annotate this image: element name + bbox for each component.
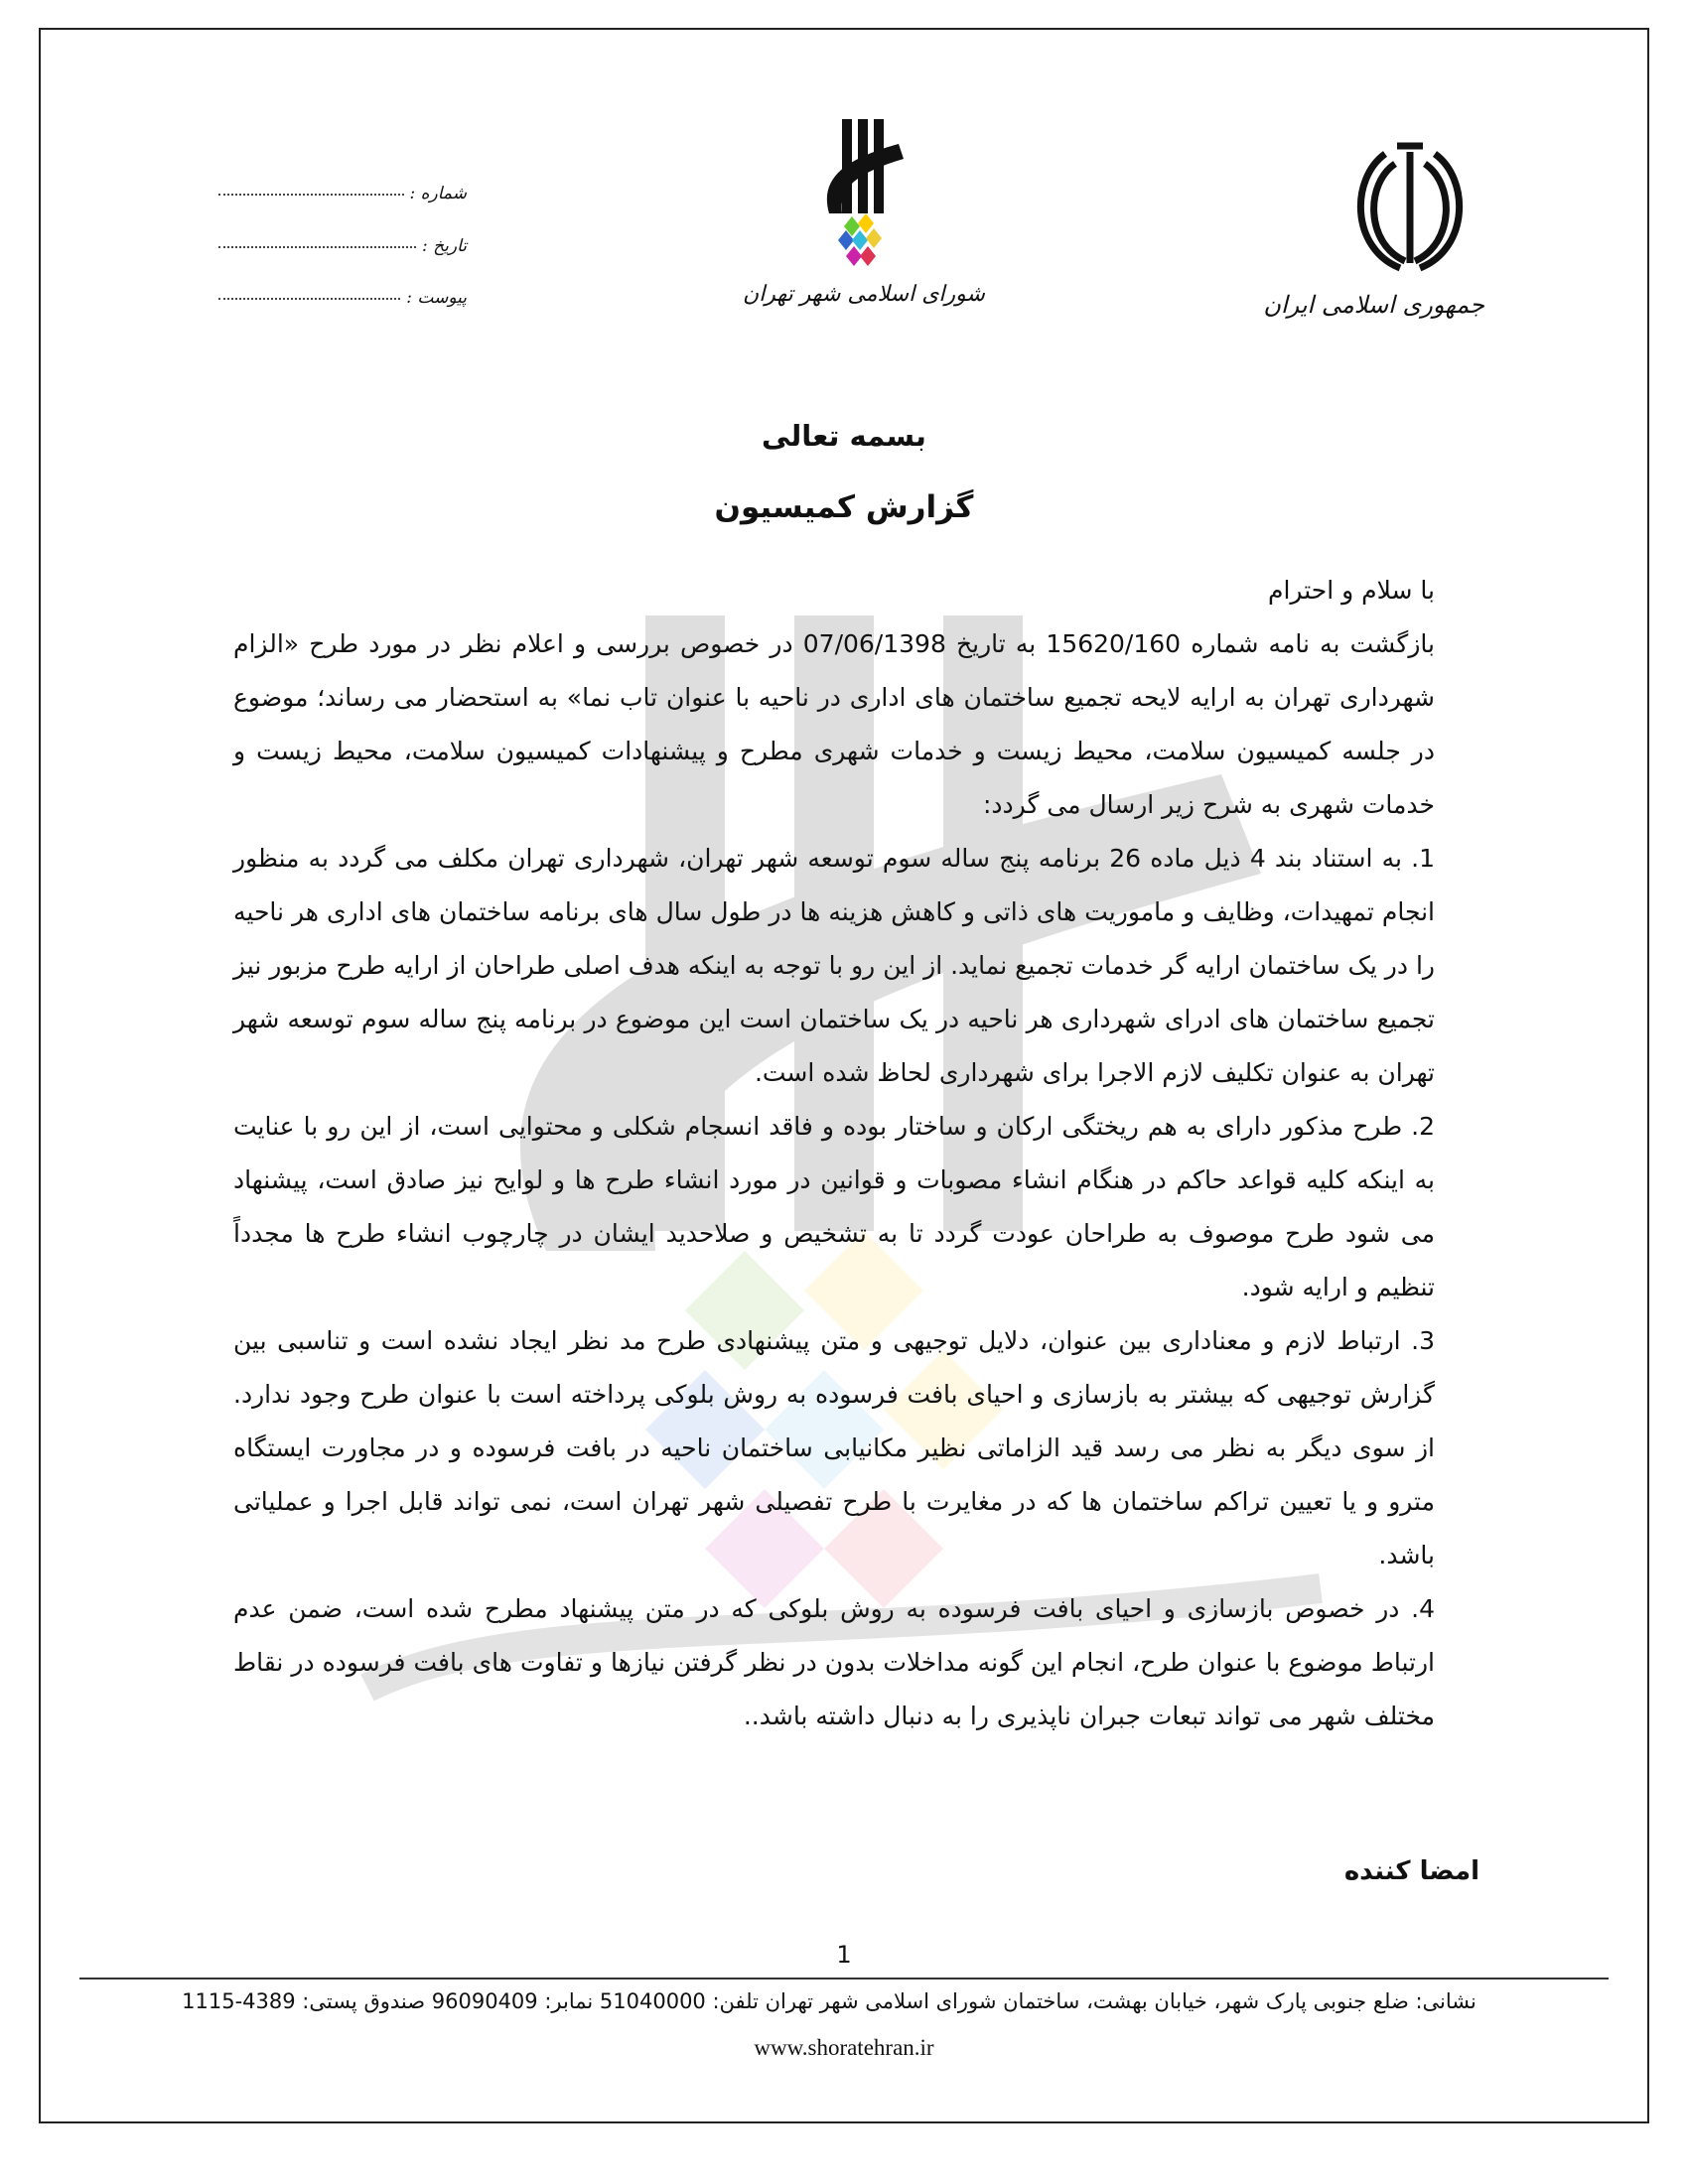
- greeting: با سلام و احترام: [1268, 576, 1435, 605]
- attachment-field: [218, 268, 467, 308]
- date-label: تاریخ :: [422, 236, 467, 256]
- item-1: 1. به استناد بند 4 ذیل ماده 26 برنامه پنج ساله سوم توسعه شهر تهران، شهرداری تهران مکلف می گردد به منظور انجام تمهیدات، وظایف و ماموریت های ذاتی و کاهش هزینه ها در طول سال های برنامه ساختمان های اداری هر ناحیه را در یک ساختمان ارایه گر خدمات تجمیع نماید. از این رو با توجه به اینکه هدف اصلی طراحان از ارایه طرح مزبور نیز تجمیع ساختمان های ادرای شهرداری هر ناحیه در یک ساختمان است این موضوع در برنامه پنج ساله سوم توسعه شهر تهران به عنوان تکلیف لازم الاجرا برای شهرداری لحاظ شده است.: [233, 844, 1435, 1087]
- number-line: [218, 194, 404, 196]
- report-title: گزارش کمیسیون: [714, 489, 974, 525]
- council-logo-icon: [735, 119, 993, 278]
- number-label: شماره :: [409, 184, 467, 204]
- number-field: [218, 164, 467, 204]
- iran-emblem-logo: [1263, 134, 1484, 319]
- date-field: [218, 216, 467, 256]
- item-3: 3. ارتباط لازم و معناداری بین عنوان، دلایل توجیهی و متن پیشنهادی طرح مد نظر ایجاد نشده است و تناسبی بین گزارش توجیهی که بیشتر به بازسازی و احیای بافت فرسوده به روش بلوکی پرداخته است با عنوان طرح وجود ندارد. از سوی دیگر به نظر می رسد قید الزاماتی نظیر مکانیابی ساختمان ناحیه در بافت فرسوده و در مجاورت ایستگاه مترو و یا تعیین تراکم ساختمان ها که در مغایرت با طرح تفصیلی شهر تهران است، نمی تواند قابل اجرا و عملیاتی باشد.: [233, 1326, 1435, 1570]
- attachment-label: پیوست :: [406, 288, 467, 308]
- item-4: 4. در خصوص بازسازی و احیای بافت فرسوده به روش بلوکی که در متن پیشنهاد مطرح شده است، ضمن عدم ارتباط موضوع با عنوان طرح، انجام این گونه مداخلات بدون در نظر گرفتن نیازها و تفاوت های بافت فرسوده در نقاط مختلف شهر می تواند تبعات جبران ناپذیری را به دنبال داشته باشد..: [233, 1594, 1435, 1730]
- footer-divider: [79, 1978, 1609, 1979]
- item-2: 2. طرح مذکور دارای به هم ریختگی ارکان و ساختار بوده و فاقد انسجام شکلی و محتوایی است، از این رو با عنایت به اینکه کلیه قواعد حاکم در هنگام انشاء مصوبات و قوانین در مورد انشاء طرح ها و لوایح نیز صادق است، پیشنهاد می شود طرح موصوف به طراحان عودت گردد تا به تشخیص و صلاحدید ایشان در چارچوب انشاء طرح ها مجدداً تنظیم و ارایه شود.: [233, 1112, 1435, 1301]
- signatory-label: امضا کننده: [1343, 1856, 1479, 1886]
- emblem-caption: جمهوری اسلامی ایران: [1263, 291, 1484, 319]
- date-line: [218, 246, 416, 248]
- intro-paragraph: بازگشت به نامه شماره 15620/160 به تاریخ 07/06/1398 در خصوص بررسی و اعلام نظر در مورد طرح «الزام شهرداری تهران به ارایه لایحه تجمیع ساختمان های اداری در ناحیه با عنوان تاب نما» به استحضار می رساند؛ موضوع در جلسه کمیسیون سلامت، محیط زیست و خدمات شهری مطرح و پیشنهادات کمیسیون سلامت، محیط زیست و خدمات شهری به شرح زیر ارسال می گردد:: [233, 629, 1435, 819]
- letter-body: [233, 564, 1435, 1743]
- footer-website: www.shoratehran.ir: [754, 2035, 934, 2060]
- invocation-heading: بسمه تعالی: [762, 419, 926, 453]
- emblem-icon: [1336, 134, 1484, 283]
- page-number: 1: [836, 1941, 852, 1969]
- council-logo: [735, 119, 993, 307]
- attachment-line: [218, 298, 400, 300]
- council-caption: شورای اسلامی شهر تهران: [743, 282, 985, 307]
- footer-address: نشانی: ضلع جنوبی پارک شهر، خیابان بهشت، ساختمان شورای اسلامی شهر تهران تلفن: 51040000 نمابر: 96090409 صندوق پستی: 4389-1115: [182, 1989, 1477, 2013]
